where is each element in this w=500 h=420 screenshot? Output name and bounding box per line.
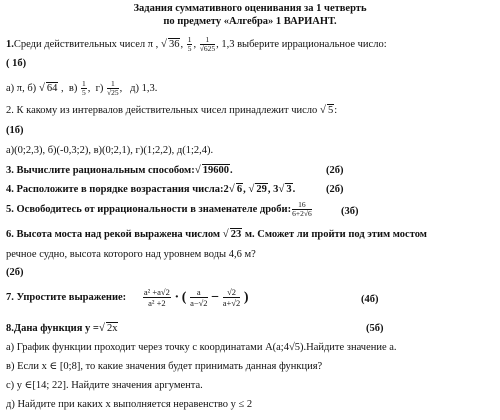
question-5: 5. Освободитесь от иррациональности в знаменателе дроби: $\frac{16}{6+2√6}$ (3б) <box>6 200 359 218</box>
q4-points: (2б) <box>326 184 344 195</box>
question-6: 6. Высота моста над рекой выражена числом √ 23 м. Сможет ли пройти под этим мостом <box>6 228 427 240</box>
q1-fraction-b: $\frac{1}{√625}$ <box>199 35 216 53</box>
q1-tail: 1,3 выберите иррациональное число: <box>221 38 387 50</box>
q1-points: ( 1б) <box>6 58 27 69</box>
q7-points: (4б) <box>361 294 379 305</box>
q8-part-a: а) График функции проходит через точку с координатами A(a;4√5).Найдите значение a. <box>6 342 397 353</box>
q1-text: Среди действительных чисел π , <box>13 38 159 50</box>
q1-number: 1. <box>6 38 14 50</box>
question-2: 2. К какому из интервалов действительных чисел принадлежит число √ 5: <box>6 104 338 116</box>
q8-part-c: с) y ∈[14; 22]. Найдите значения аргумента. <box>6 380 203 391</box>
q3-points: (2б) <box>326 165 344 176</box>
title-line-1: Задания суммативного оценивания за 1 четверть <box>133 3 367 14</box>
q6-points: (2б) <box>6 267 24 278</box>
q2-points: (1б) <box>6 125 24 136</box>
question-4: 4. Расположите в порядке возрастания числа:2√ 6, √ 29, 3√ 3. (2б) <box>6 183 344 195</box>
q1-sqrt36: 36 <box>168 38 180 50</box>
q8-points: (5б) <box>366 323 384 334</box>
title-line-2: по предмету «Алгебра» 1 ВАРИАНТ. <box>163 16 337 27</box>
q6-line-2: речное судно, высота которого над уровнем воды 4,6 м? <box>6 249 256 260</box>
q2-options: а)(0;2,3), б)(-0,3;2), в)(0;2,1), г)(1;2,2), д(1;2,4). <box>6 145 214 156</box>
question-7: 7. Упростите выражение: $\frac{\text{a² +a√2}}{\text{a² +2}}$ · ( $\frac{a}{a-√2}$ − $\frac{√2}{a+√2}$ ) (4б) <box>6 287 379 308</box>
q5-points: (3б) <box>341 206 359 217</box>
q1-options: а) π, б) √ 64 , в) $\frac{1}{5}$ , г) $\frac{1}{√25}$ , д) 1,3. <box>6 79 158 97</box>
question-1: 1.Среди действительных чисел π , √ 36, $\frac{1}{5}$ , $\frac{1}{√625}$ , 1,3 выберите иррациональное число: <box>6 35 387 53</box>
q1-fraction-a: $\frac{1}{5}$ <box>187 35 192 53</box>
question-8: 8.Дана функция y =√ 2x (5б) <box>6 322 384 334</box>
q8-part-d: д) Найдите при каких x выполняется неравенство y ≤ 2 <box>6 399 253 410</box>
question-3: 3. Вычислите рациональным способом:√ 19600. (2б) <box>6 164 344 176</box>
q8-part-b: в) Если x ∈ [0;8], то какие значения будет принимать данная функция? <box>6 361 323 372</box>
